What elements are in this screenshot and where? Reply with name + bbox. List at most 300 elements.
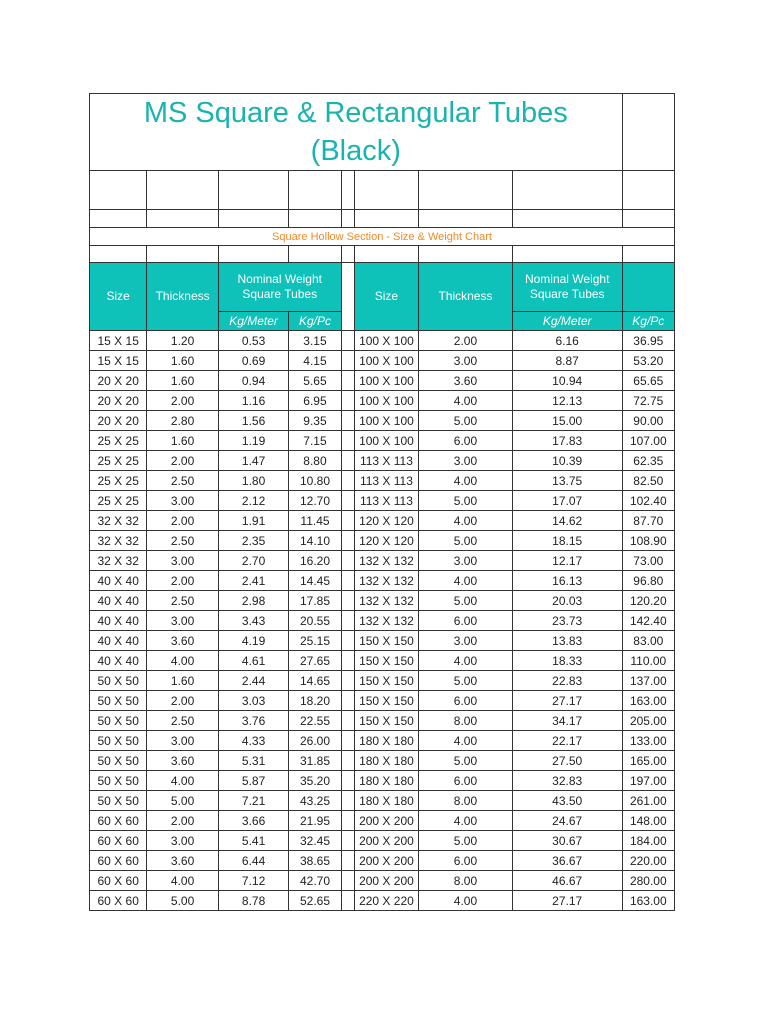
thickness-cell-right: 8.00: [419, 711, 513, 731]
thickness-cell-left: 2.80: [147, 411, 218, 431]
kg-meter-cell-right: 32.83: [512, 771, 622, 791]
size-cell-right: 150 X 150: [354, 671, 418, 691]
table-row: [90, 431, 675, 451]
size-cell-right: 100 X 100: [354, 391, 418, 411]
size-cell-left: 40 X 40: [90, 631, 147, 651]
table-row: [90, 571, 675, 591]
table-row: [90, 851, 675, 871]
kg-pc-cell-left: 26.00: [289, 731, 341, 751]
separator-cell: [341, 831, 354, 851]
table-row: [90, 411, 675, 431]
thickness-cell-left: 2.00: [147, 691, 218, 711]
separator-cell: [341, 691, 354, 711]
table-row: [90, 671, 675, 691]
size-cell-left: 50 X 50: [90, 671, 147, 691]
kg-meter-cell-left: 1.56: [218, 411, 288, 431]
kg-meter-cell-right: 22.83: [512, 671, 622, 691]
table-row: [90, 811, 675, 831]
kg-meter-cell-right: 10.39: [512, 451, 622, 471]
page-title: [90, 94, 623, 171]
separator-cell: [341, 551, 354, 571]
thickness-cell-right: 3.00: [419, 631, 513, 651]
header-row: [90, 263, 675, 312]
thickness-cell-right: 5.00: [419, 831, 513, 851]
kg-meter-cell-left: 8.78: [218, 891, 288, 911]
table-row: [90, 351, 675, 371]
size-cell-left: 25 X 25: [90, 471, 147, 491]
thickness-cell-right: 5.00: [419, 531, 513, 551]
size-cell-right: 100 X 100: [354, 331, 418, 351]
empty-cell: [218, 246, 288, 263]
separator-cell: [341, 431, 354, 451]
kg-pc-cell-right: 83.00: [622, 631, 674, 651]
size-cell-left: 32 X 32: [90, 511, 147, 531]
thickness-cell-right: 5.00: [419, 751, 513, 771]
header-kg-meter-left: Kg/Meter: [218, 312, 288, 331]
thickness-cell-left: 2.00: [147, 391, 218, 411]
empty-cell: [419, 171, 513, 210]
kg-meter-cell-left: 0.94: [218, 371, 288, 391]
empty-cell: [90, 246, 147, 263]
table-row: [90, 731, 675, 751]
size-cell-left: 25 X 25: [90, 491, 147, 511]
separator-cell: [341, 631, 354, 651]
thickness-cell-right: 3.00: [419, 551, 513, 571]
kg-pc-cell-right: 87.70: [622, 511, 674, 531]
kg-pc-cell-right: 165.00: [622, 751, 674, 771]
empty-cell: [354, 246, 418, 263]
size-cell-right: 180 X 180: [354, 731, 418, 751]
table-row: [90, 651, 675, 671]
size-cell-right: 100 X 100: [354, 351, 418, 371]
table-row: [90, 511, 675, 531]
kg-meter-cell-right: 15.00: [512, 411, 622, 431]
kg-meter-cell-left: 5.41: [218, 831, 288, 851]
kg-pc-cell-left: 10.80: [289, 471, 341, 491]
kg-meter-cell-left: 3.03: [218, 691, 288, 711]
separator-cell: [341, 451, 354, 471]
kg-meter-cell-right: 22.17: [512, 731, 622, 751]
size-cell-right: 150 X 150: [354, 631, 418, 651]
separator-cell: [341, 351, 354, 371]
kg-pc-cell-right: 148.00: [622, 811, 674, 831]
kg-pc-cell-right: 108.90: [622, 531, 674, 551]
kg-pc-cell-right: 280.00: [622, 871, 674, 891]
size-cell-left: 60 X 60: [90, 851, 147, 871]
size-cell-right: 200 X 200: [354, 831, 418, 851]
table-row: [90, 791, 675, 811]
thickness-cell-left: 2.50: [147, 531, 218, 551]
table-row: [90, 771, 675, 791]
separator-cell: [341, 751, 354, 771]
size-cell-left: 32 X 32: [90, 551, 147, 571]
empty-cell: [512, 171, 622, 210]
size-cell-left: 15 X 15: [90, 331, 147, 351]
size-cell-left: 20 X 20: [90, 391, 147, 411]
kg-pc-cell-right: 107.00: [622, 431, 674, 451]
kg-meter-cell-left: 4.61: [218, 651, 288, 671]
size-cell-left: 25 X 25: [90, 431, 147, 451]
thickness-cell-right: 5.00: [419, 411, 513, 431]
thickness-cell-right: 8.00: [419, 871, 513, 891]
empty-cell: [354, 210, 418, 228]
kg-pc-cell-right: 82.50: [622, 471, 674, 491]
size-cell-left: 40 X 40: [90, 571, 147, 591]
table-row: [90, 471, 675, 491]
thickness-cell-left: 2.00: [147, 511, 218, 531]
size-cell-left: 32 X 32: [90, 531, 147, 551]
separator-cell: [341, 851, 354, 871]
header-nominal-weight-left: Nominal Weight Square Tubes: [218, 263, 341, 312]
kg-pc-cell-right: 102.40: [622, 491, 674, 511]
kg-pc-cell-left: 38.65: [289, 851, 341, 871]
thickness-cell-left: 1.60: [147, 371, 218, 391]
thickness-cell-left: 1.60: [147, 351, 218, 371]
kg-meter-cell-left: 7.21: [218, 791, 288, 811]
kg-pc-cell-left: 14.65: [289, 671, 341, 691]
kg-meter-cell-right: 12.17: [512, 551, 622, 571]
kg-meter-cell-right: 17.07: [512, 491, 622, 511]
kg-pc-cell-right: 133.00: [622, 731, 674, 751]
kg-meter-cell-right: 6.16: [512, 331, 622, 351]
thickness-cell-right: 5.00: [419, 491, 513, 511]
thickness-cell-left: 5.00: [147, 791, 218, 811]
size-cell-left: 50 X 50: [90, 751, 147, 771]
separator-cell: [341, 391, 354, 411]
table-row: [90, 591, 675, 611]
size-cell-right: 132 X 132: [354, 551, 418, 571]
kg-meter-cell-right: 17.83: [512, 431, 622, 451]
kg-pc-cell-right: 220.00: [622, 851, 674, 871]
empty-cell: [512, 210, 622, 228]
kg-pc-cell-right: 163.00: [622, 891, 674, 911]
kg-meter-cell-right: 16.13: [512, 571, 622, 591]
thickness-cell-right: 4.00: [419, 511, 513, 531]
kg-meter-cell-right: 18.33: [512, 651, 622, 671]
size-cell-right: 220 X 220: [354, 891, 418, 911]
size-cell-right: 132 X 132: [354, 571, 418, 591]
kg-meter-cell-right: 27.17: [512, 691, 622, 711]
size-cell-right: 100 X 100: [354, 431, 418, 451]
kg-pc-cell-left: 11.45: [289, 511, 341, 531]
table-row: [90, 451, 675, 471]
kg-meter-cell-left: 2.35: [218, 531, 288, 551]
kg-meter-cell-right: 34.17: [512, 711, 622, 731]
kg-meter-cell-left: 4.33: [218, 731, 288, 751]
size-cell-right: 200 X 200: [354, 851, 418, 871]
size-cell-left: 50 X 50: [90, 771, 147, 791]
size-cell-right: 120 X 120: [354, 511, 418, 531]
kg-meter-cell-left: 5.87: [218, 771, 288, 791]
thickness-cell-right: 4.00: [419, 891, 513, 911]
thickness-cell-left: 1.60: [147, 431, 218, 451]
kg-pc-cell-left: 7.15: [289, 431, 341, 451]
table-row: [90, 551, 675, 571]
kg-meter-cell-right: 46.67: [512, 871, 622, 891]
kg-meter-cell-left: 2.98: [218, 591, 288, 611]
kg-pc-cell-left: 6.95: [289, 391, 341, 411]
kg-meter-cell-right: 30.67: [512, 831, 622, 851]
kg-meter-cell-left: 0.53: [218, 331, 288, 351]
separator-cell: [341, 331, 354, 351]
empty-cell: [622, 94, 674, 171]
thickness-cell-left: 2.50: [147, 591, 218, 611]
kg-meter-cell-right: 27.17: [512, 891, 622, 911]
kg-meter-cell-right: 20.03: [512, 591, 622, 611]
table-row: [90, 831, 675, 851]
title-line-2: (Black): [310, 135, 401, 167]
kg-pc-cell-left: 3.15: [289, 331, 341, 351]
kg-meter-cell-left: 5.31: [218, 751, 288, 771]
thickness-cell-left: 3.60: [147, 631, 218, 651]
size-cell-right: 200 X 200: [354, 871, 418, 891]
separator-cell: [341, 791, 354, 811]
kg-meter-cell-right: 13.83: [512, 631, 622, 651]
separator-cell: [341, 371, 354, 391]
size-cell-left: 50 X 50: [90, 731, 147, 751]
empty-header-cell: [622, 263, 674, 312]
empty-cell: [341, 171, 354, 210]
table-row: [90, 491, 675, 511]
separator-cell: [341, 671, 354, 691]
size-cell-left: 40 X 40: [90, 591, 147, 611]
kg-meter-cell-right: 18.15: [512, 531, 622, 551]
size-cell-left: 40 X 40: [90, 651, 147, 671]
thickness-cell-left: 3.60: [147, 751, 218, 771]
thickness-cell-right: 6.00: [419, 611, 513, 631]
header-kg-meter-right: Kg/Meter: [512, 312, 622, 331]
subtitle-row: [90, 228, 675, 246]
thickness-cell-right: 4.00: [419, 731, 513, 751]
kg-pc-cell-right: 62.35: [622, 451, 674, 471]
empty-cell: [341, 210, 354, 228]
kg-meter-cell-left: 1.19: [218, 431, 288, 451]
size-cell-right: 113 X 113: [354, 471, 418, 491]
kg-meter-cell-left: 1.80: [218, 471, 288, 491]
header-nominal-weight-right: Nominal Weight Square Tubes: [512, 263, 622, 312]
header-kg-pc-right: Kg/Pc: [622, 312, 674, 331]
thickness-cell-right: 6.00: [419, 691, 513, 711]
thickness-cell-right: 4.00: [419, 811, 513, 831]
size-cell-left: 50 X 50: [90, 791, 147, 811]
size-cell-right: 200 X 200: [354, 811, 418, 831]
empty-cell: [622, 171, 674, 210]
blank-row: [90, 171, 675, 210]
size-cell-right: 150 X 150: [354, 651, 418, 671]
size-cell-right: 132 X 132: [354, 591, 418, 611]
thickness-cell-left: 3.60: [147, 851, 218, 871]
kg-pc-cell-right: 65.65: [622, 371, 674, 391]
kg-pc-cell-left: 43.25: [289, 791, 341, 811]
kg-meter-cell-right: 27.50: [512, 751, 622, 771]
size-cell-right: 100 X 100: [354, 411, 418, 431]
kg-pc-cell-right: 53.20: [622, 351, 674, 371]
kg-pc-cell-left: 22.55: [289, 711, 341, 731]
empty-cell: [512, 246, 622, 263]
thickness-cell-left: 3.00: [147, 831, 218, 851]
size-cell-left: 50 X 50: [90, 711, 147, 731]
size-cell-right: 132 X 132: [354, 611, 418, 631]
kg-meter-cell-left: 4.19: [218, 631, 288, 651]
thickness-cell-right: 8.00: [419, 791, 513, 811]
table-row: [90, 631, 675, 651]
header-thickness-left: Thickness: [147, 263, 218, 331]
separator-cell: [341, 571, 354, 591]
kg-pc-cell-right: 142.40: [622, 611, 674, 631]
tube-weight-table: [89, 93, 675, 911]
kg-pc-cell-right: 110.00: [622, 651, 674, 671]
thickness-cell-right: 4.00: [419, 651, 513, 671]
kg-meter-cell-left: 1.91: [218, 511, 288, 531]
kg-meter-cell-right: 23.73: [512, 611, 622, 631]
kg-pc-cell-left: 18.20: [289, 691, 341, 711]
empty-cell: [147, 246, 218, 263]
empty-cell: [289, 246, 341, 263]
thickness-cell-right: 4.00: [419, 391, 513, 411]
kg-pc-cell-right: 137.00: [622, 671, 674, 691]
kg-pc-cell-right: 73.00: [622, 551, 674, 571]
kg-pc-cell-left: 9.35: [289, 411, 341, 431]
size-cell-right: 120 X 120: [354, 531, 418, 551]
thickness-cell-left: 2.00: [147, 811, 218, 831]
kg-meter-cell-right: 8.87: [512, 351, 622, 371]
kg-pc-cell-right: 163.00: [622, 691, 674, 711]
size-cell-left: 25 X 25: [90, 451, 147, 471]
size-cell-left: 60 X 60: [90, 831, 147, 851]
thickness-cell-right: 3.00: [419, 451, 513, 471]
chart-subtitle: Square Hollow Section - Size & Weight Chart: [90, 228, 675, 246]
empty-cell: [147, 171, 218, 210]
table-row: [90, 531, 675, 551]
separator-cell: [341, 891, 354, 911]
thickness-cell-right: 3.60: [419, 371, 513, 391]
thickness-cell-right: 4.00: [419, 471, 513, 491]
size-cell-left: 20 X 20: [90, 411, 147, 431]
table-row: [90, 391, 675, 411]
title-line-1: MS Square & Rectangular Tubes: [143, 97, 568, 129]
size-cell-left: 60 X 60: [90, 811, 147, 831]
table-row: [90, 751, 675, 771]
kg-pc-cell-left: 16.20: [289, 551, 341, 571]
thickness-cell-right: 3.00: [419, 351, 513, 371]
empty-cell: [622, 246, 674, 263]
size-cell-left: 15 X 15: [90, 351, 147, 371]
kg-pc-cell-left: 14.10: [289, 531, 341, 551]
kg-pc-cell-left: 35.20: [289, 771, 341, 791]
kg-meter-cell-left: 2.70: [218, 551, 288, 571]
thickness-cell-left: 2.50: [147, 471, 218, 491]
empty-cell: [289, 210, 341, 228]
kg-pc-cell-right: 120.20: [622, 591, 674, 611]
kg-meter-cell-right: 13.75: [512, 471, 622, 491]
kg-pc-cell-right: 96.80: [622, 571, 674, 591]
separator-cell: [341, 651, 354, 671]
kg-meter-cell-left: 3.76: [218, 711, 288, 731]
size-cell-right: 150 X 150: [354, 711, 418, 731]
kg-meter-cell-left: 2.12: [218, 491, 288, 511]
kg-meter-cell-left: 3.66: [218, 811, 288, 831]
thickness-cell-left: 3.00: [147, 611, 218, 631]
thickness-cell-right: 4.00: [419, 571, 513, 591]
separator-cell: [341, 711, 354, 731]
thickness-cell-left: 5.00: [147, 891, 218, 911]
empty-cell: [90, 171, 147, 210]
table-row: [90, 891, 675, 911]
kg-pc-cell-right: 90.00: [622, 411, 674, 431]
kg-pc-cell-right: 197.00: [622, 771, 674, 791]
empty-cell: [147, 210, 218, 228]
empty-cell: [289, 171, 341, 210]
separator-cell: [341, 531, 354, 551]
thickness-cell-left: 4.00: [147, 771, 218, 791]
table-row: [90, 331, 675, 351]
separator-cell: [341, 511, 354, 531]
thickness-cell-left: 1.60: [147, 671, 218, 691]
kg-pc-cell-right: 205.00: [622, 711, 674, 731]
thickness-cell-right: 6.00: [419, 771, 513, 791]
size-cell-right: 113 X 113: [354, 451, 418, 471]
thickness-cell-left: 2.00: [147, 571, 218, 591]
header-size-right: Size: [354, 263, 418, 331]
blank-row: [90, 210, 675, 228]
kg-pc-cell-right: 261.00: [622, 791, 674, 811]
thickness-cell-left: 3.00: [147, 551, 218, 571]
empty-cell: [354, 171, 418, 210]
thickness-cell-left: 3.00: [147, 731, 218, 751]
blank-row: [90, 246, 675, 263]
kg-pc-cell-right: 184.00: [622, 831, 674, 851]
thickness-cell-left: 3.00: [147, 491, 218, 511]
size-cell-left: 50 X 50: [90, 691, 147, 711]
separator-cell: [341, 611, 354, 631]
table-row: [90, 711, 675, 731]
thickness-cell-right: 5.00: [419, 671, 513, 691]
thickness-cell-left: 2.00: [147, 451, 218, 471]
kg-meter-cell-right: 14.62: [512, 511, 622, 531]
header-kg-pc-left: Kg/Pc: [289, 312, 341, 331]
kg-pc-cell-left: 42.70: [289, 871, 341, 891]
empty-cell: [341, 246, 354, 263]
thickness-cell-right: 6.00: [419, 851, 513, 871]
table-row: [90, 691, 675, 711]
table-row: [90, 871, 675, 891]
thickness-cell-right: 6.00: [419, 431, 513, 451]
kg-meter-cell-right: 36.67: [512, 851, 622, 871]
thickness-cell-left: 2.50: [147, 711, 218, 731]
separator-cell: [341, 811, 354, 831]
header-size-left: Size: [90, 263, 147, 331]
kg-pc-cell-right: 36.95: [622, 331, 674, 351]
kg-pc-cell-left: 8.80: [289, 451, 341, 471]
separator-cell: [341, 591, 354, 611]
kg-meter-cell-left: 0.69: [218, 351, 288, 371]
thickness-cell-left: 4.00: [147, 871, 218, 891]
separator-cell: [341, 871, 354, 891]
kg-meter-cell-right: 10.94: [512, 371, 622, 391]
kg-pc-cell-left: 25.15: [289, 631, 341, 651]
empty-cell: [419, 210, 513, 228]
kg-pc-cell-left: 4.15: [289, 351, 341, 371]
kg-pc-cell-left: 17.85: [289, 591, 341, 611]
table-row: [90, 371, 675, 391]
kg-meter-cell-left: 6.44: [218, 851, 288, 871]
kg-meter-cell-right: 43.50: [512, 791, 622, 811]
kg-pc-cell-left: 5.65: [289, 371, 341, 391]
size-cell-right: 100 X 100: [354, 371, 418, 391]
kg-meter-cell-right: 24.67: [512, 811, 622, 831]
separator-cell: [341, 731, 354, 751]
kg-pc-cell-left: 21.95: [289, 811, 341, 831]
